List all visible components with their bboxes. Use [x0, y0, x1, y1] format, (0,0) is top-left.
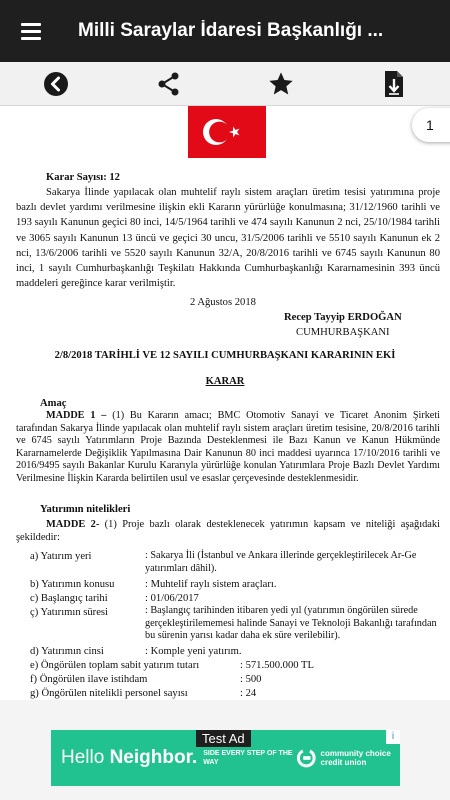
ad-tagline: SIDE EVERY STEP OF THE WAY [203, 750, 293, 766]
item-value: : 01/06/2017 [145, 593, 199, 604]
madde-1-text: (1) Bu Kararın amacı; BMC Otomotiv Sanayi ve Ticaret Anonim Şirketi tarafından Sakarya İlinde yapılacak olan muhtelif raylı sistem araçları üretim tesisine, 20/8/2016 tarihli ve 6745 sayılı Yatırımların Proje Bazında Desteklenmesi ile Bazı Kanun ve Kanun Hükmünde Kararnamelerde Değişiklik Yapılmasına Dair Kanunun 80 inci maddesi uyarınca 17/10/2016 tarihli ve 2016/9495 sayılı Bakanlar Kurulu Kararıyla yürürlüğe konulan Yatırımlara Proje Bazlı Devlet Yardımı Verilmesine İlişkin Kararda belirtilen usul ve esaslar çerçevesinde desteklenmesidir. [16, 410, 440, 484]
item-key: b) Yatırımın konusu [30, 579, 115, 590]
item-key: c) Başlangıç tarihi [30, 593, 108, 604]
decision-body: Sakarya İlinde yapılacak olan muhtelif raylı sistem araçları üretim tesisi yatırımına proje bazlı devlet yardımı verilmesine ilişkin ekli Kararın yürürlüğe konulmasına; 31/12/1960 tarihli ve 193 sayılı Kanunun geçici 80 inci, 14/5/1964 tarihli ve 474 sayılı Kanunun 2 nci, 25/10/1984 tarihli ve 3065 sayılı Kanunun 13 üncü ve geçici 30 uncu, 31/5/2006 tarihli ve 5510 sayılı Kanunun ek 2 nci, 13/6/2006 tarihli ve 5520 sayılı Kanunun 32/A, 20/8/2016 tarihli ve 6745 sayılı Kanunun 80 inci, 1 sayılı Cumhurbaşkanlığı Teşkilatı Hakkında Cumhurbaşkanlığı Kararnamesinin 393 üncü maddeleri gereğince karar verilmiştir. [16, 187, 440, 290]
annex-heading: 2/8/2018 TARİHLİ VE 12 SAYILI CUMHURBAŞKANI KARARININ EKİ [54, 350, 396, 361]
ad-area [0, 700, 450, 800]
madde-1-paragraph [16, 410, 440, 485]
decision-date: 2 Ağustos 2018 [190, 297, 256, 308]
ad-logo [296, 738, 392, 778]
karar-heading: KARAR [205, 376, 245, 387]
ad-headline-light: Hello [61, 747, 110, 768]
madde-2-text: (1) Proje bazlı olarak desteklenecek yatırımın kapsam ve niteliği aşağıdaki şekildedir: [16, 519, 440, 543]
app-bar [0, 0, 450, 62]
signer-title: CUMHURBAŞKANI [296, 327, 390, 338]
item-key: f) Öngörülen ilave istihdam [30, 674, 148, 685]
ad-logo-text: community choice credit union [320, 749, 391, 767]
menu-icon[interactable] [0, 0, 62, 62]
item-value: : 571.500.000 TL [240, 660, 314, 671]
star-icon[interactable] [261, 64, 301, 104]
item-key: a) Yatırım yeri [30, 551, 92, 562]
item-key: d) Yatırımın cinsi [30, 646, 104, 657]
banner-ad[interactable] [51, 730, 400, 786]
download-file-icon[interactable] [374, 64, 414, 104]
item-value: : Komple yeni yatırım. [145, 646, 242, 657]
turkish-flag-image [188, 106, 266, 158]
madde-1-label: MADDE 1 – [46, 410, 107, 421]
decision-number: Karar Sayısı: 12 [46, 172, 120, 183]
share-icon[interactable] [149, 64, 189, 104]
app-title: Milli Saraylar İdaresi Başkanlığı ... [78, 20, 384, 41]
madde-2-label: MADDE 2- [46, 519, 100, 530]
credit-union-logo-icon [296, 741, 317, 775]
ad-headline [61, 747, 197, 769]
document-viewer[interactable] [0, 106, 450, 700]
item-value: : Muhtelif raylı sistem araçları. [145, 579, 277, 590]
document-toolbar [0, 62, 450, 106]
item-value: : Sakarya İli (İstanbul ve Ankara illerinde gerçekleştirilecek Ar-Ge yatırımları dâhil). [145, 550, 417, 574]
item-key: g) Öngörülen nitelikli personel sayısı [30, 688, 188, 699]
ad-choices-icon[interactable]: i [386, 730, 400, 744]
item-key: e) Öngörülen toplam sabit yatırım tutarı [30, 660, 200, 671]
ad-headline-bold: Neighbor. [109, 747, 198, 768]
nitelik-heading: Yatırımın nitelikleri [40, 504, 131, 515]
amac-heading: Amaç [40, 398, 67, 409]
signer-name: Recep Tayyip ERDOĞAN [284, 312, 402, 323]
item-value: : Başlangıç tarihinden itibaren yedi yıl (yatırımın öngörülen sürede gerçekleştirilememesi halinde Sanayi ve Teknoloji Bakanlığı tarafından bu sürenin yarısı kadar daha ek süre verilebilir). [145, 605, 437, 641]
item-key: ç) Yatırımın süresi [30, 607, 108, 618]
item-value: : 24 [240, 688, 257, 699]
madde-2-paragraph [16, 518, 440, 544]
page-number-badge[interactable]: 1 [412, 108, 450, 142]
ad-test-label: Test Ad [196, 730, 251, 747]
back-circle-icon[interactable] [36, 64, 76, 104]
item-value: : 500 [240, 674, 262, 685]
